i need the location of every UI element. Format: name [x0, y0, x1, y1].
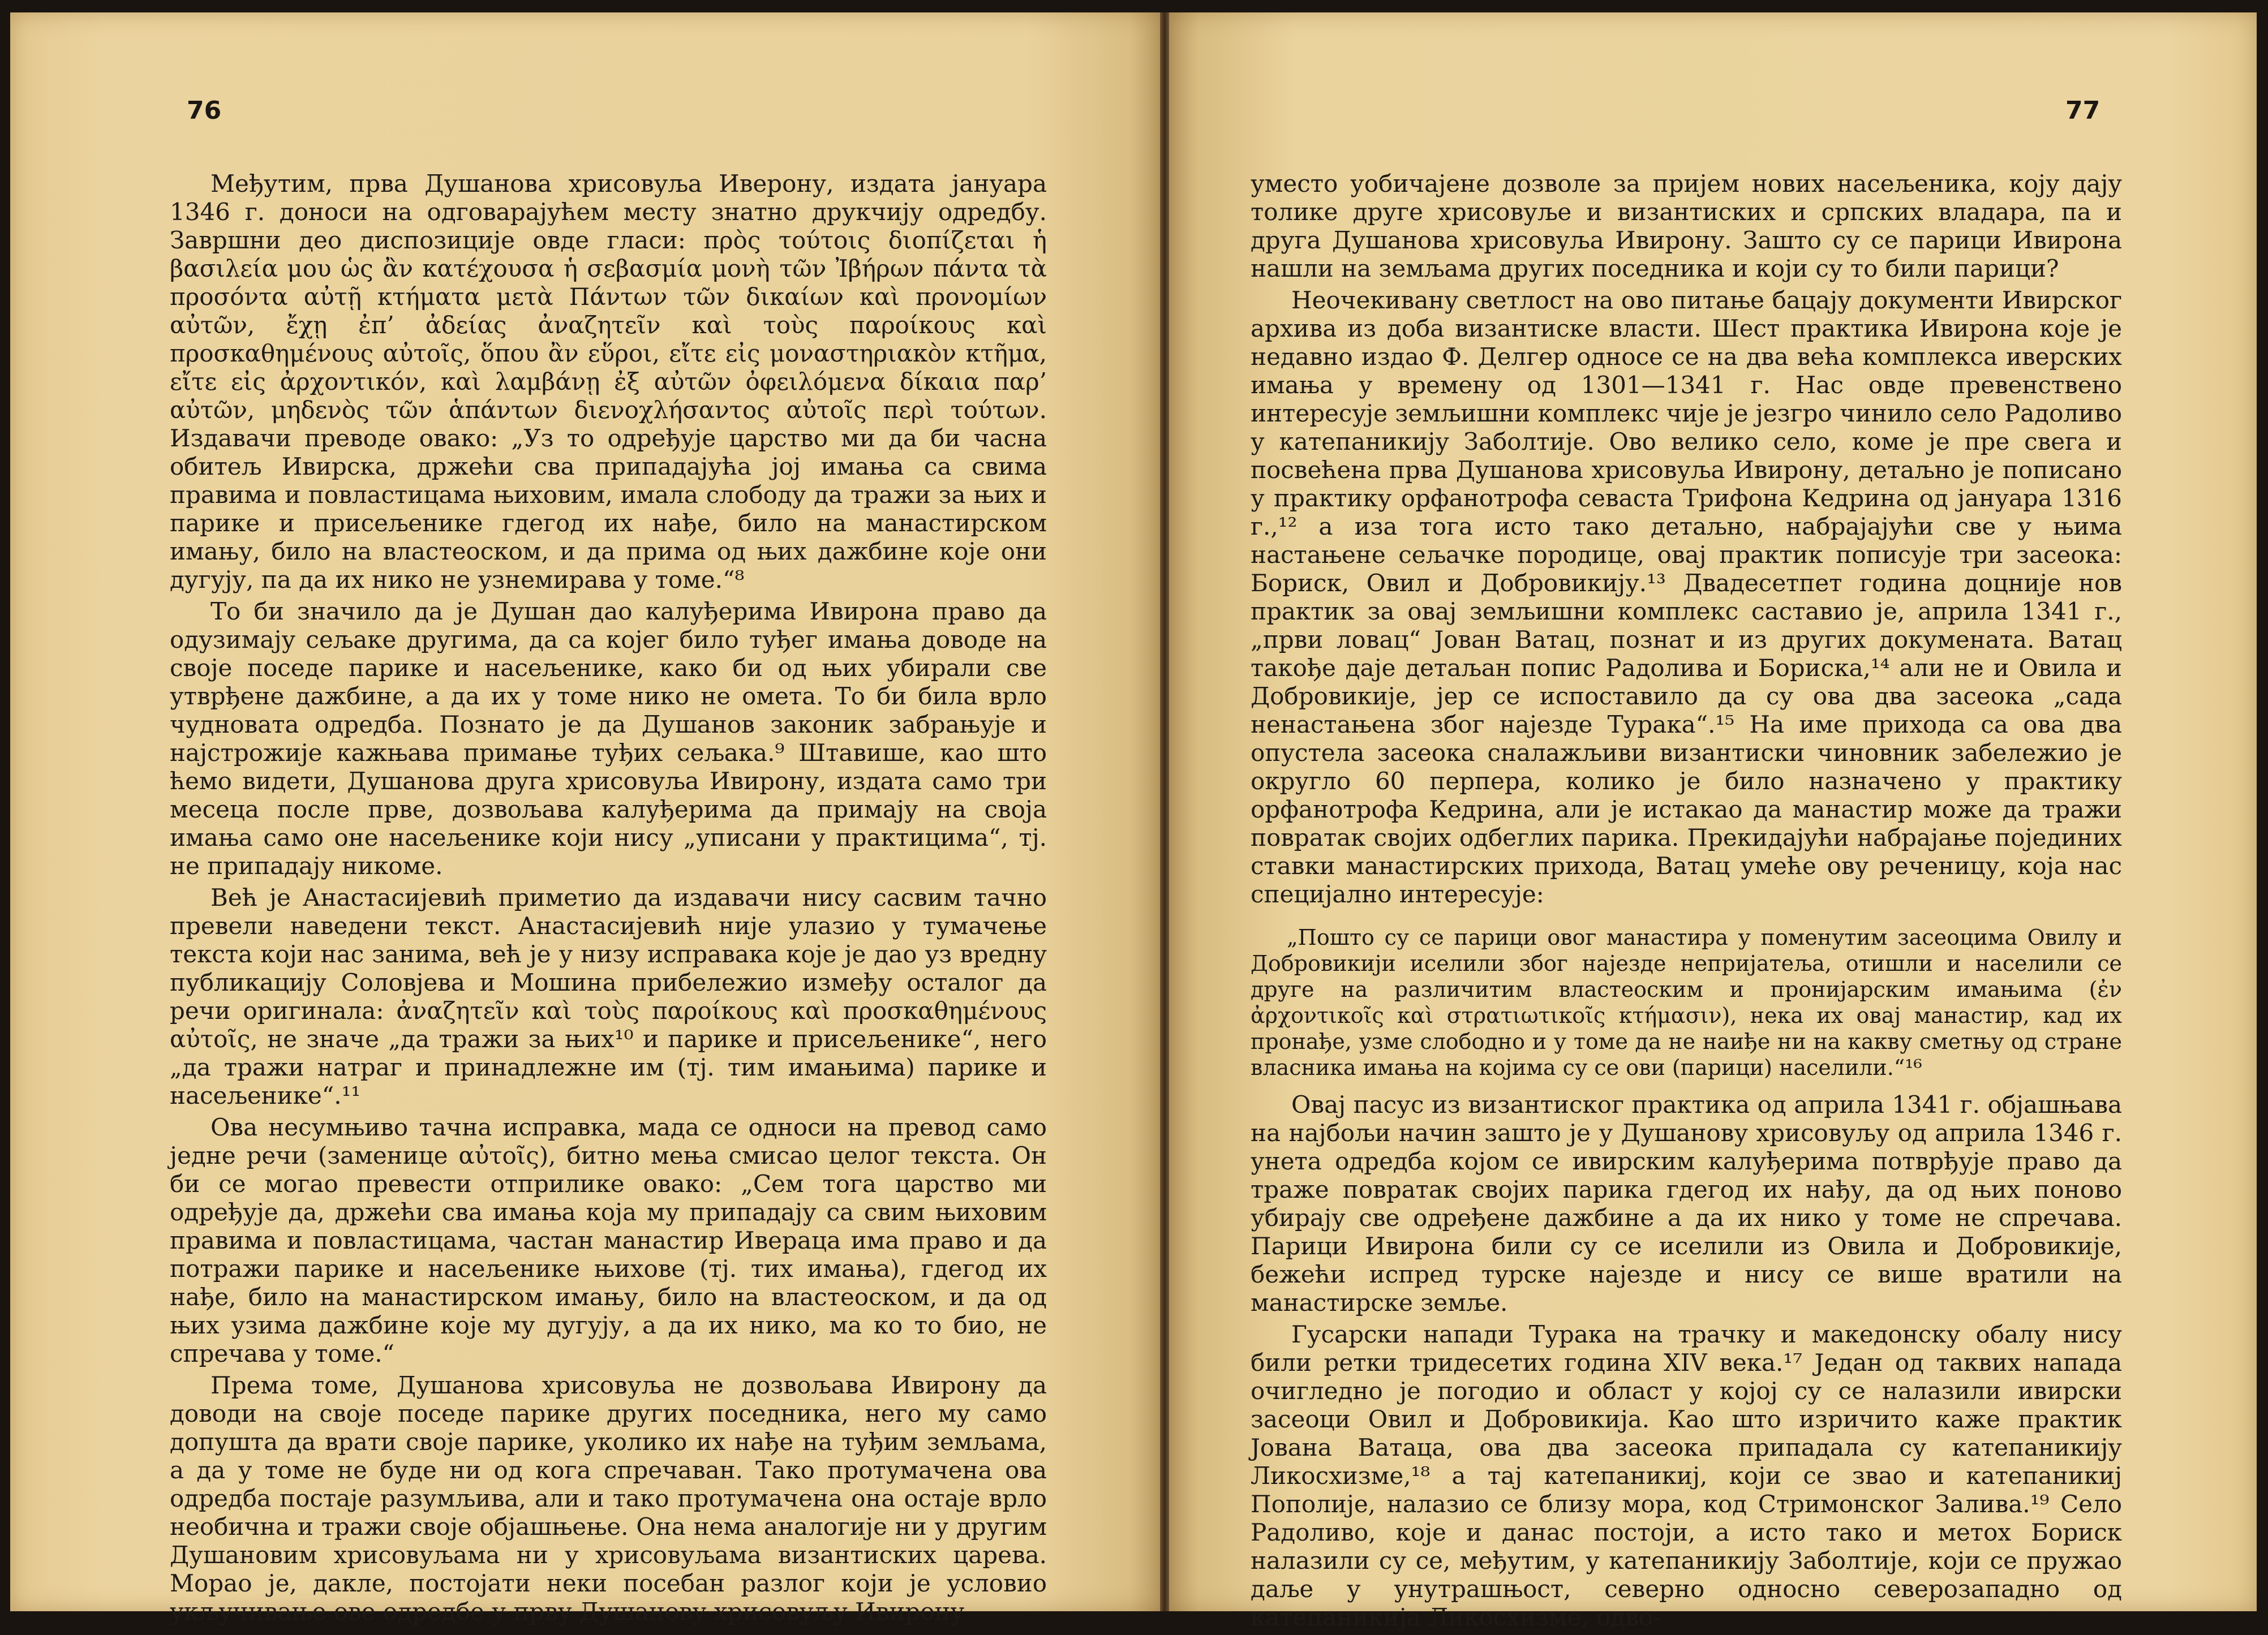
paragraph: Гусарски напади Турака на трачку и македонску обалу нису били ретки тридесетих година XIV века.¹⁷ Један од таквих напада очигледно је погодио и област у којој су се налазили ивирски засеоци Овил и Добровикија. Као што изричито каже практик Јована Ватаца, ова два засеока припадала су катепаникију Ликосхизме,¹⁸ а тај катепаникиј, који се звао и катепаникиј Пополије, налазио се близу мора, код Стримонског Залива.¹⁹ Село Радоливо, које и данас постоји, а исто тако и метох Бориск налазили су се, међутим, у катепаникију Заболтије, који се пружао даље у унутрашњост, северно односно северозападно од катепаникија Ликосхизме, одво-	[1251, 1320, 2122, 1631]
paragraph: Међутим, прва Душанова хрисовуља Иверону, издата јануара 1346 г. доноси на одговарајућем месту знатно друкчију одредбу. Завршни део диспозиције овде гласи: πρὸς τούτοις διοπίζεται ἡ βασιλεία μου ὡς ἂν κατέχουσα ἡ σεβασμία μονὴ τῶν Ἰβήρων πάντα τὰ προσόντα αὐτῇ κτήματα μετὰ Πάντων τῶν δικαίων καὶ προνομίων αὐτῶν, ἔχῃ ἐπ’ ἀδείας ἀναζητεῖν καὶ τοὺς παροίκους καὶ προσκαθημένους αὐτοῖς, ὅπου ἂν εὕροι, εἴτε εἰς μοναστηριακὸν κτῆμα, εἴτε εἰς ἀρχοντικόν, καὶ λαμβάνῃ ἐξ αὐτῶν ὀφειλόμενα δίκαια παρ’ αὐτῶν, μηδενὸς τῶν ἁπάντων διενοχλήσαντος αὐτοῖς περὶ τούτων. Издавачи преводе овако: „Уз то одређује царство ми да би часна обитељ Ивирска, држећи сва припадајућа јој имања са свима правима и повластицама њиховим, имала слободу да тражи за њих и парике и присељенике гдегод их нађе, било на манастирском имању, било на властеоском, и да прима од њих дажбине које они дугују, па да их нико не узнемирава у томе.“⁸	[170, 170, 1047, 593]
paragraph: То би значило да је Душан дао калуђерима Ивирона право да одузимају сељаке другима, да са којег било туђег имања доводе на своје поседе парике и насељенике, како би од њих убирали све утврђене дажбине, а да их у томе нико не омета. То би била врло чудновата одредба. Познато је да Душанов законик забрањује и најстрожије кажњава примање туђих сељака.⁹ Штавише, као што ћемо видети, Душанова друга хрисовуља Ивирону, издата само три месеца после прве, дозвољава калуђерима да примају на своја имања само оне насељенике који нису „уписани у практицима“, тј. не припадају никоме.	[170, 597, 1047, 880]
paragraph: Неочекивану светлост на ово питање бацају документи Ивирског архива из доба византиске власти. Шест практика Ивирона које је недавно издао Ф. Делгер односе се на два већа комплекса иверских имања у времену од 1301—1341 г. Нас овде превенствено интересује земљишни комплекс чије је језгро чинило село Радоливо у катепаникију Заболтије. Ово велико село, коме је пре свега и посвећена прва Душанова хрисовуља Ивирону, детаљно је пописано у практику орфанотрофа севаста Трифона Кедрина од јануара 1316 г.,¹² а иза тога исто тако детаљно, набрајајући све у њима настањене сељачке породице, овај практик пописује три засеока: Бориск, Овил и Добровикију.¹³ Двадесетпет година доцније нов практик за овај земљишни комплекс саставио је, априла 1341 г., „први ловац“ Јован Ватац, познат и из других докумената. Ватац такође даје детаљан попис Радолива и Бориска,¹⁴ али не и Овила и Добровикије, јер се испоставило да су ова два засеока „сада ненастањена због најезде Турака“.¹⁵ На име прихода са ова два опустела засеока сналажљиви византиски чиновник забележио је округло 60 перпера, колико је било назначено у практику орфанотрофа Кедрина, али је истакао да манастир може да тражи повратак својих одбеглих парика. Прекидајући набрајање појединих ставки манастирских прихода, Ватац умеће ову реченицу, која нас специјално интересује:	[1251, 286, 2122, 908]
right-page-text	[1251, 170, 2122, 1635]
paragraph: Ова несумњиво тачна исправка, мада се односи на превод само једне речи (заменице αὐτοῖς), битно мења смисао целог текста. Он би се могао превести отприлике овако: „Сем тога царство ми одређује да, држећи сва имања која му припадају са свим њиховим правима и повластицама, частан манастир Ивераца има право и да потражи парике и насељенике њихове (тј. тих имања), гдегод их нађе, било на манастирском имању, било на властеоском, и да од њих узима дажбине које му дугују, а да их нико, ма ко то био, не спречава у томе.“	[170, 1113, 1047, 1367]
block-quote: „Пошто су се парици овог манастира у поменутим засеоцима Овилу и Добровикији иселили због најезде непријатеља, отишли и населили се друге на различитим властеоским и пронијарским имањима (ἐν ἀρχοντικοῖς καὶ στρατιωτικοῖς κτήμασιν), нека их овај манастир, кад их пронађе, узме слободно и у томе да не наиђе ни на какву сметњу од стране власника имања на којима су се ови (парици) населили.“¹⁶	[1251, 925, 2122, 1080]
paragraph: Већ је Анастасијевић приметио да издавачи нису сасвим тачно превели наведени текст. Анастасијевић није улазио у тумачење текста који нас занима, већ је у низу исправака које је дао уз вредну публикацију Соловјева и Мошина прибележио између осталог да речи оригинала: ἀναζητεῖν καὶ τοὺς παροίκους καὶ προσκαθημένους αὐτοῖς, не значе „да тражи за њих¹⁰ и парике и присељенике“, него „да тражи натраг и принадлежне им (тј. тим имањима) парике и насељенике“.¹¹	[170, 884, 1047, 1109]
book-gutter	[1160, 12, 1169, 1611]
paragraph: Према томе, Душанова хрисовуља не дозвољава Ивирону да доводи на своје поседе парике других поседника, него му само допушта да врати своје парике, уколико их нађе на туђим земљама, а да у томе не буде ни од кога спречаван. Тако протумачена ова одредба постаје разумљива, али и тако протумачена она остаје врло необична и тражи своје објашњење. Она нема аналогије ни у другим Душановим хрисовуљама ни у хрисовуљама византиских царева. Морао је, дакле, постојати неки посебан разлог који је условио укључивање ове одредбе у прву Душанову хрисовуљу Ивирону	[170, 1371, 1047, 1625]
page-number-left: 76	[187, 96, 222, 125]
paragraph: уместо уобичајене дозволе за пријем нових насељеника, коју дају толике друге хрисовуље и византиских и српских владара, па и друга Душанова хрисовуља Ивирону. Зашто су се парици Ивирона нашли на земљама других поседника и који су то били парици?	[1251, 170, 2122, 282]
paragraph: Овај пасус из византиског практика од априла 1341 г. објашњава на најбољи начин зашто је у Душанову хрисовуљу од априла 1346 г. унета одредба којом се ивирским калуђерима потврђује право да траже повратак својих парика гдегод их нађу, да од њих поново убирају све одређене дажбине а да их нико у томе не спречава. Парици Ивирона били су се иселили из Овила и Добровикије, бежећи испред турске најезде и нису се више вратили на манастирске земље.	[1251, 1091, 2122, 1316]
page-number-right: 77	[2065, 96, 2101, 125]
left-page-text	[170, 170, 1047, 1629]
